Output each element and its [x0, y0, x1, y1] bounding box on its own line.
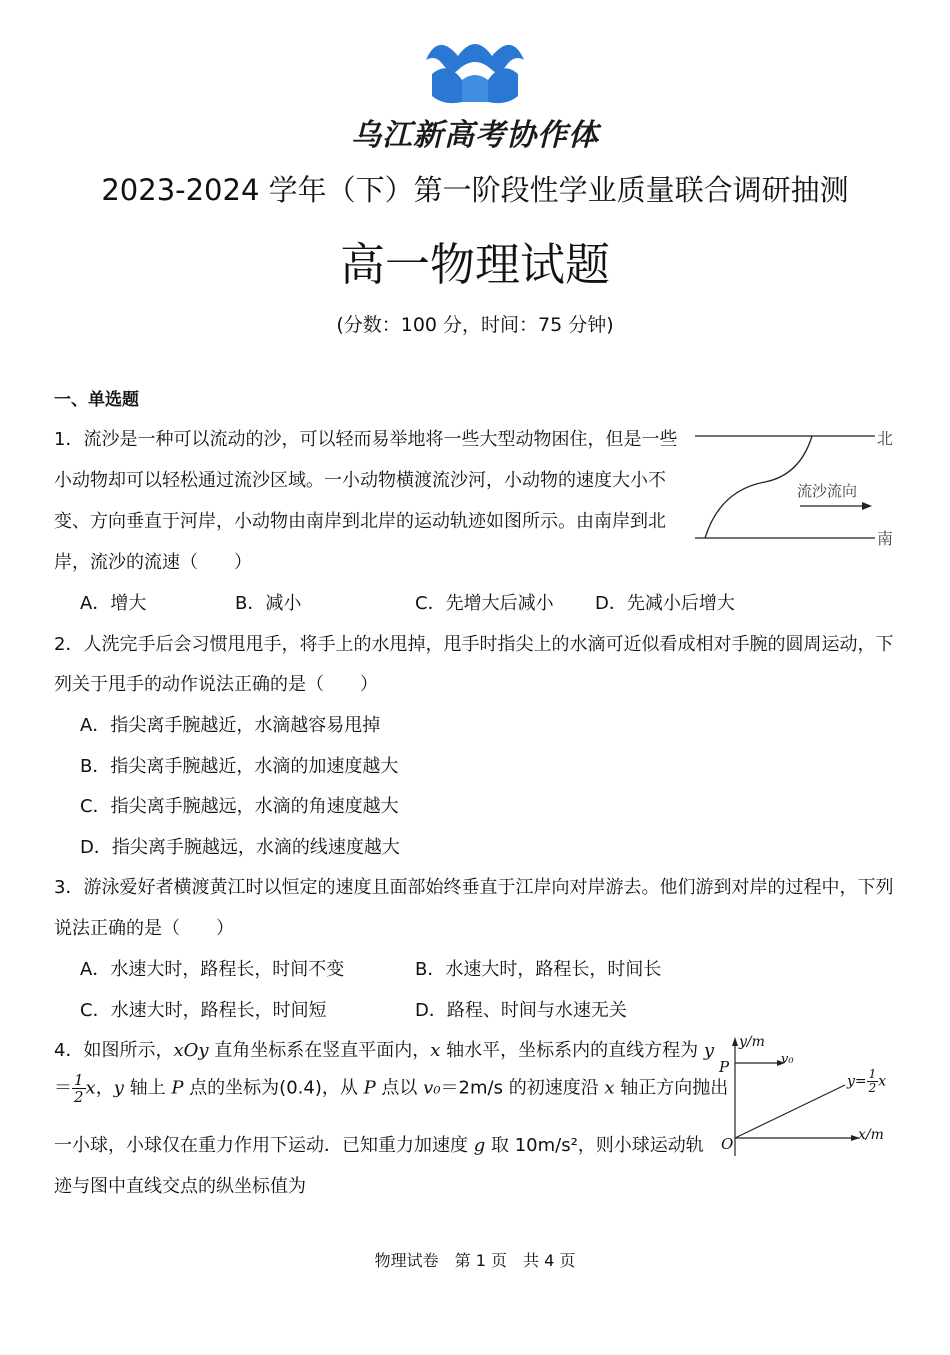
q2-line-2: 列关于甩手的动作说法正确的是（ ） — [54, 674, 378, 695]
q1-line-2: 小动物却可以轻松通过流沙区域。一小动物横渡流沙河，小动物的速度大小不 — [54, 470, 666, 491]
line-eq-fraction — [867, 1068, 879, 1095]
q3-option-b[interactable]: B．水速大时，路程长，时间长 — [415, 959, 662, 980]
q4-var: x — [604, 1077, 615, 1099]
q2-option-b[interactable]: B．指尖离手腕越近，水滴的加速度越大 — [80, 756, 399, 777]
v0-label: v₀ — [781, 1052, 794, 1067]
q2-line-1: 2．人洗完手后会习惯甩甩手，将手上的水甩掉，甩手时指尖上的水滴可近似看成相对手腕的圆周运动，下 — [54, 634, 894, 655]
q4-text: 4．如图所示， — [54, 1040, 174, 1061]
q1-line-1: 1．流沙是一种可以流动的沙，可以轻而易举地将一些大型动物困住，但是一些 — [54, 429, 678, 450]
fraction-denominator: 2 — [74, 1088, 84, 1106]
q4-text: 取 10m/s²，则小球运动轨 — [485, 1135, 704, 1156]
q4-var: v₀ — [423, 1077, 441, 1099]
q4-var: xOy — [173, 1040, 209, 1061]
logo — [330, 30, 620, 155]
q4-text: ＝ — [54, 1077, 72, 1099]
fraction-denominator: 2 — [868, 1081, 877, 1095]
q3-line-1: 3．游泳爱好者横渡黄江时以恒定的速度且面部始终垂直于江岸向对岸游去。他们游到对岸的过程中，下列 — [54, 877, 894, 898]
q1-option-c[interactable]: C．先增大后减小 — [415, 593, 554, 614]
q4-figure — [715, 1032, 900, 1162]
q3-option-c[interactable]: C．水速大时，路程长，时间短 — [80, 1000, 327, 1021]
logo-text: 乌江新高考协作体 — [351, 118, 599, 153]
q1-figure — [690, 420, 900, 555]
logo-wave-icon — [418, 30, 532, 110]
point-p-label: P — [719, 1058, 730, 1076]
q4-var: x — [85, 1077, 96, 1099]
y-axis-label: y/m — [739, 1034, 765, 1050]
q4-var: P — [171, 1077, 184, 1099]
q4-text: 点以 — [375, 1077, 424, 1099]
line-equation-label — [847, 1068, 886, 1095]
q4-var: P — [363, 1077, 376, 1099]
line-eq-prefix: y= — [847, 1073, 867, 1090]
q4-text: ＝2m/s 的初速度沿 — [440, 1077, 605, 1099]
q3-option-d[interactable]: D．路程、时间与水速无关 — [415, 1000, 627, 1021]
q1-option-d[interactable]: D．先减小后增大 — [595, 593, 735, 614]
q1-line-4: 岸，流沙的流速（ ） — [54, 552, 252, 573]
q4-line-1 — [54, 1036, 714, 1062]
q3-option-a[interactable]: A．水速大时，路程长，时间不变 — [80, 959, 345, 980]
flow-label: 流沙流向 — [797, 482, 858, 500]
q1-option-b[interactable]: B．减小 — [235, 593, 302, 614]
q2-option-c[interactable]: C．指尖离手腕越远，水滴的角速度越大 — [80, 796, 399, 817]
q4-line-2 — [54, 1072, 728, 1105]
q2-option-d[interactable]: D．指尖离手腕越远，水滴的线速度越大 — [80, 837, 400, 858]
section-title: 一、单选题 — [54, 390, 139, 410]
q4-line-3 — [54, 1131, 704, 1157]
south-label: 南 — [877, 529, 894, 548]
q4-text: 点的坐标为(0.4)，从 — [183, 1077, 364, 1099]
page-footer: 物理试卷 第 1 页 共 4 页 — [374, 1251, 576, 1270]
q4-var: y — [113, 1077, 124, 1099]
q4-text: ， — [95, 1077, 114, 1099]
origin-label: O — [721, 1135, 734, 1153]
q1-option-a[interactable]: A．增大 — [80, 593, 147, 614]
x-axis-label: x/m — [858, 1127, 884, 1143]
river-diagram — [690, 420, 900, 555]
exam-title: 2023-2024 学年（下）第一阶段性学业质量联合调研抽测 — [101, 173, 849, 207]
q4-fraction — [72, 1072, 86, 1105]
q4-text: 轴水平，坐标系内的直线方程为 — [440, 1040, 704, 1061]
q4-line-4: 迹与图中直线交点的纵坐标值为 — [54, 1176, 306, 1197]
fraction-numerator: 1 — [74, 1071, 84, 1089]
q4-var: g — [473, 1135, 486, 1156]
north-label: 北 — [877, 429, 894, 448]
q1-line-3: 变、方向垂直于河岸，小动物由南岸到北岸的运动轨迹如图所示。由南岸到北 — [54, 511, 666, 532]
fraction-numerator: 1 — [868, 1067, 877, 1081]
q4-text: 直角坐标系在竖直平面内， — [208, 1040, 431, 1061]
q4-text: 一小球，小球仅在重力作用下运动．已知重力加速度 — [54, 1135, 474, 1156]
q2-option-a[interactable]: A．指尖离手腕越近，水滴越容易甩掉 — [80, 715, 381, 736]
line-eq-suffix: x — [878, 1073, 887, 1090]
q4-var: y — [703, 1040, 715, 1061]
q4-text: 轴正方向抛出 — [614, 1077, 729, 1099]
q4-text: 轴上 — [123, 1077, 172, 1099]
q3-line-2: 说法正确的是（ ） — [54, 918, 234, 939]
q4-var: x — [430, 1040, 441, 1061]
exam-meta: (分数：100 分，时间：75 分钟) — [336, 314, 614, 336]
subject-title: 高一物理试题 — [339, 238, 610, 291]
